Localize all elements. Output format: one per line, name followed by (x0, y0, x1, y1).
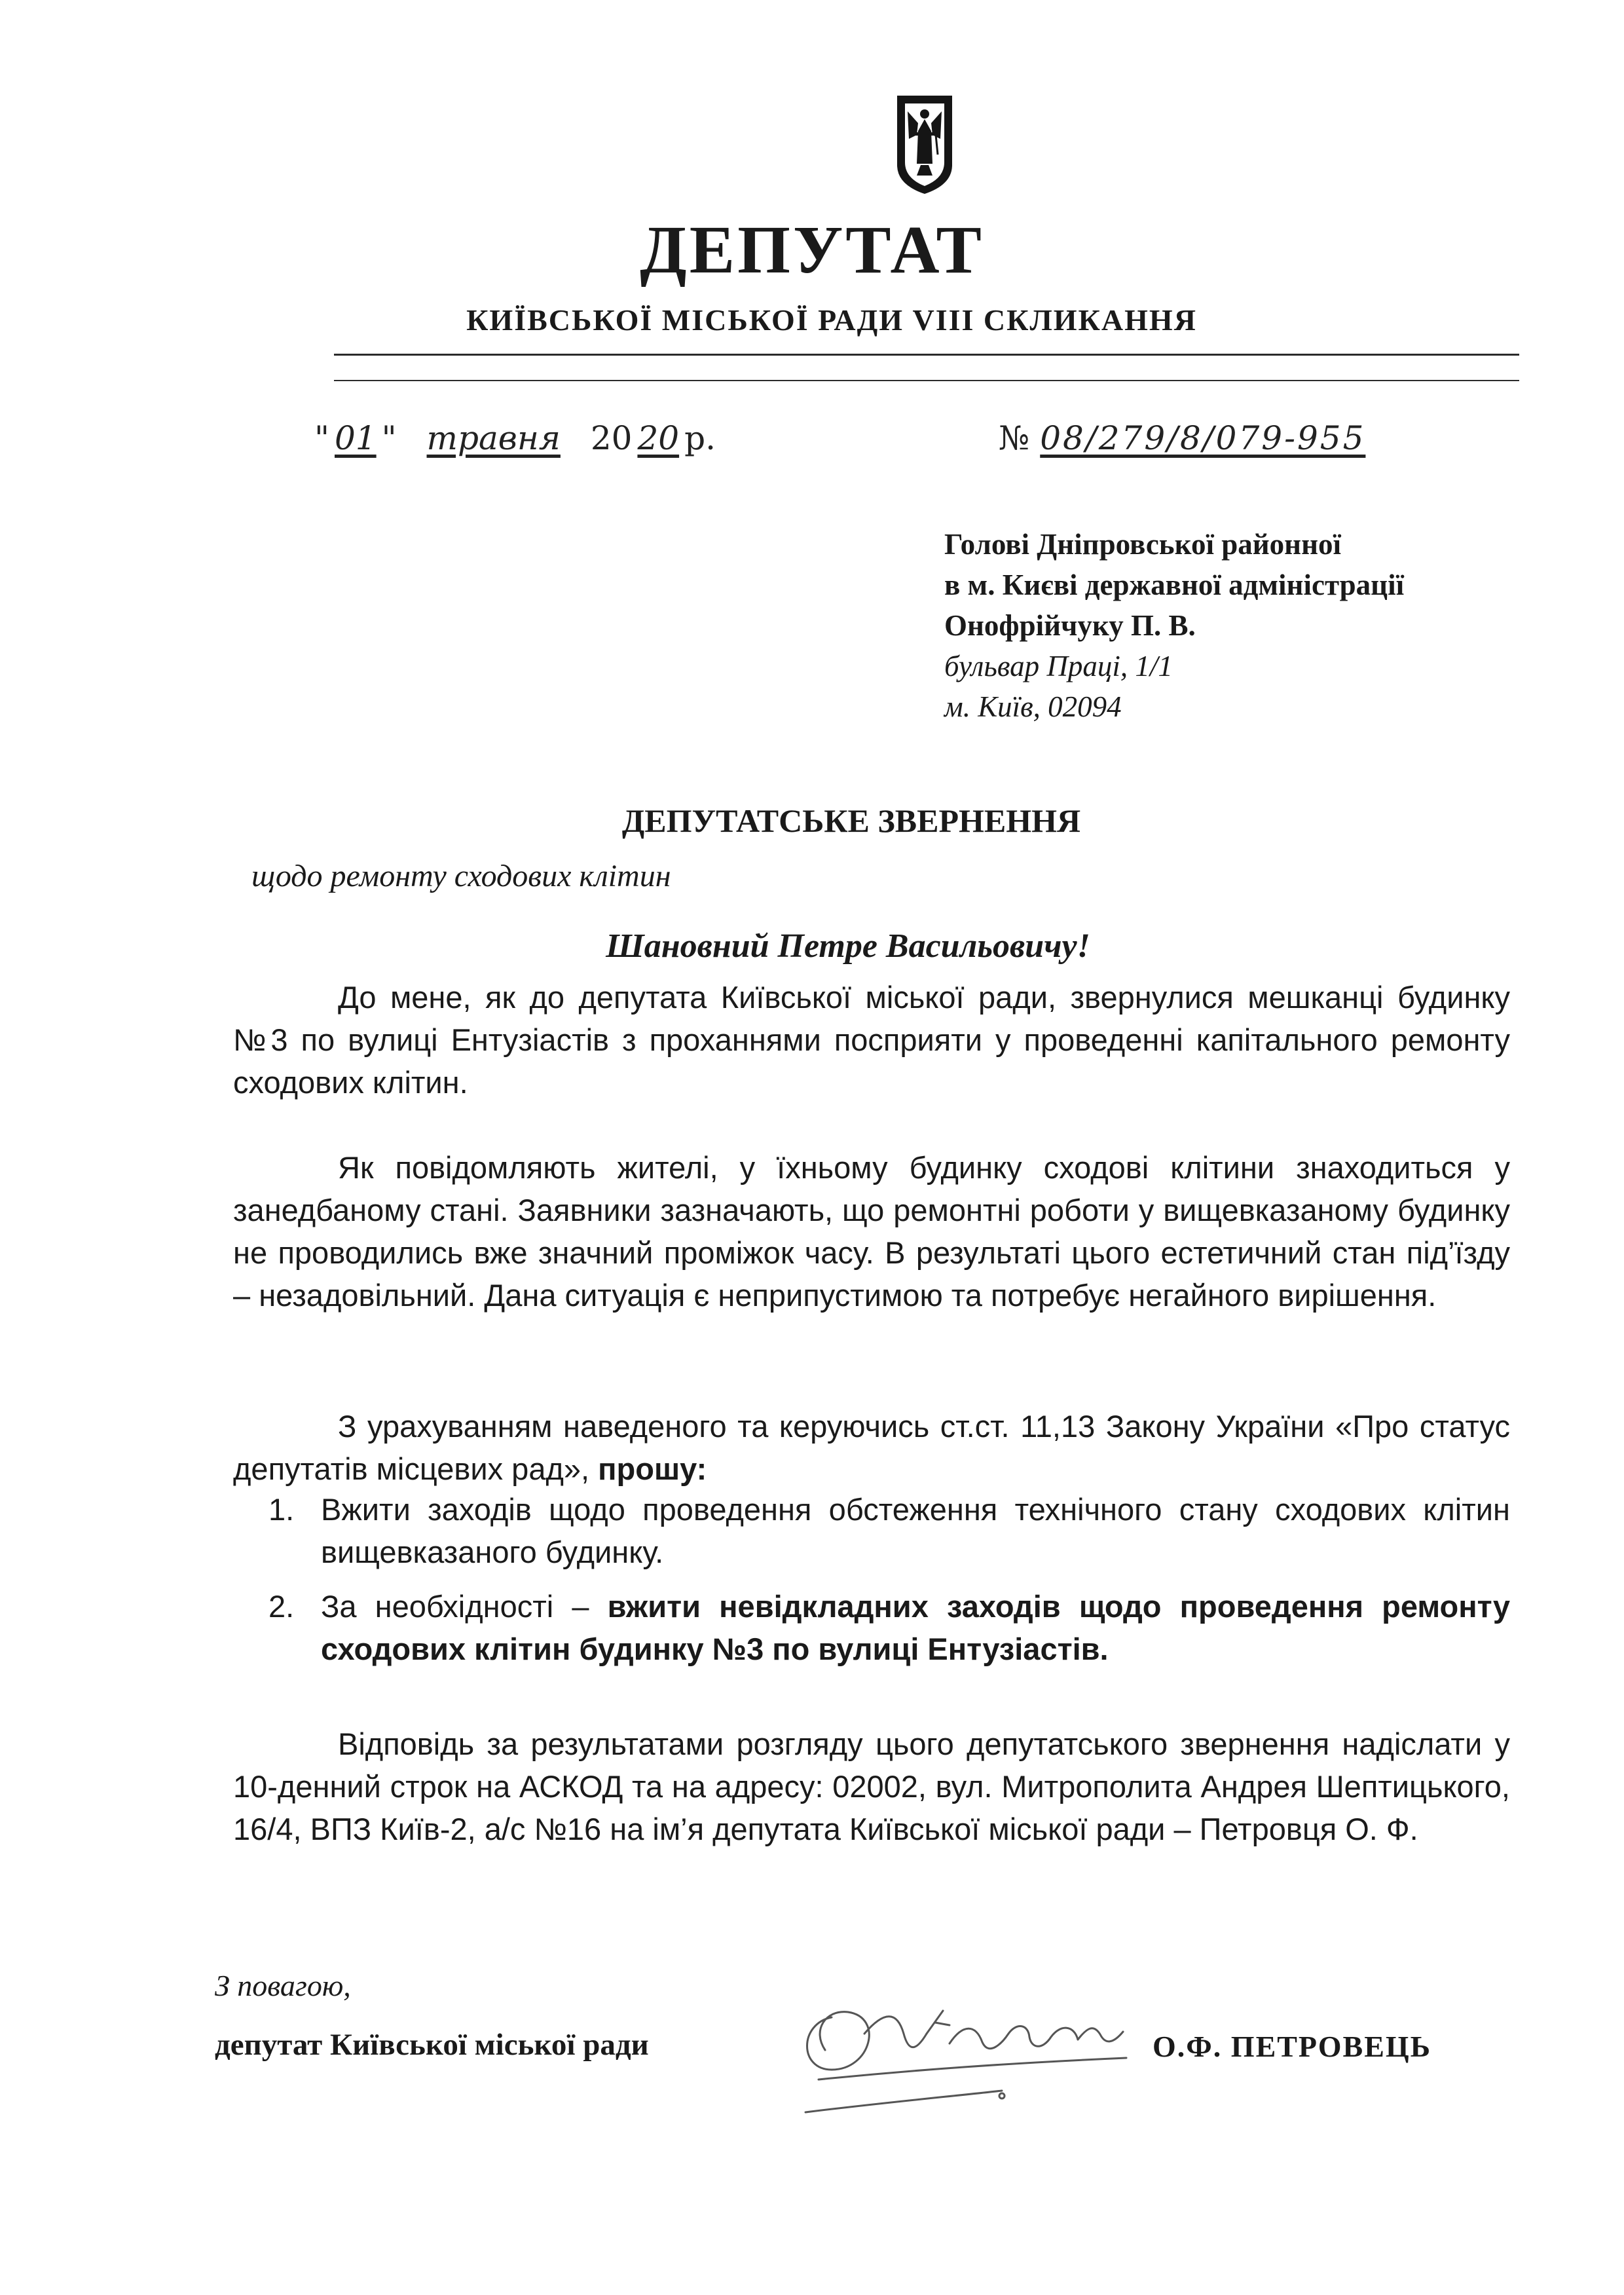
request-text-1: Вжити заходів щодо проведення обстеження технічного стану сходових клітин вищевказаного будинку. (321, 1492, 1510, 1569)
paragraph-1: До мене, як до депутата Київської міської ради, звернулися мешканці будинку №3 по вулиці Ентузіастів з проханнями посприяти у проведенні капітального ремонту сходових клітин. (233, 980, 1510, 1100)
date-close-quote: " (381, 419, 397, 457)
reg-number-value: 08/279/8/079-955 (1040, 419, 1366, 457)
request-text-2 (321, 1585, 1510, 1670)
kyiv-coat-of-arms-icon (892, 92, 957, 196)
request-number-2: 2. (268, 1589, 295, 1624)
date-open-quote: " (314, 419, 329, 457)
letterhead-subtitle: КИЇВСЬКОЇ МІСЬКОЇ РАДИ VIII СКЛИКАННЯ (466, 303, 1197, 337)
reg-number-label: № (999, 419, 1030, 457)
signer-role: депутат Київської міської ради (215, 2028, 649, 2062)
signer-name: О.Ф. ПЕТРОВЕЦЬ (1153, 2030, 1432, 2063)
paragraph-3-request: прошу: (598, 1451, 707, 1486)
paragraph-3 (233, 1405, 1510, 1490)
date-year-prefix: 20 (590, 419, 633, 457)
letterhead-title: ДЕПУТАТ (640, 212, 984, 288)
request-text-2-bold: вжити невідкладних заходів щодо проведення ремонту сходових клітин будинку №3 по вулиці Ентузіастів. (321, 1589, 1510, 1666)
date-year-mark: р. (684, 419, 716, 457)
date-day: 01 (335, 419, 377, 457)
addressee-line-3: Онофрійчуку П. В. (944, 609, 1196, 642)
addressee-line-2: в м. Києві державної адміністрації (944, 569, 1405, 601)
paragraph-2: Як повідомляють жителі, у їхньому будинку сходові клітини знаходиться у занедбаному стані. Заявники зазначають, що ремонтні роботи у вищевказаному будинку не проводились вже значний проміжок часу. В результаті цього естетичний стан під’їзду – незадовільний. Дана ситуація є неприпустимою та потребує негайного вирішення. (233, 1150, 1510, 1313)
document-heading: ДЕПУТАТСЬКЕ ЗВЕРНЕННЯ (621, 802, 1081, 839)
request-item-1 (268, 1488, 1510, 1573)
paragraph-3-text: З урахуванням наведеного та керуючись ст.ст. 11,13 Закону України «Про статус депутатів місцевих рад», (233, 1409, 1510, 1486)
letterhead-divider (334, 354, 1519, 356)
paragraph-4: Відповідь за результатами розгляду цього депутатського звернення надіслати у 10-денний строк на АСКОД та на адресу: 02002, вул. Митрополита Андрея Шептицького, 16/4, ВПЗ Київ-2, а/с №16 на ім’я депутата Київської міської ради – Петровця О. Ф. (233, 1726, 1510, 1846)
request-item-2 (268, 1585, 1510, 1670)
registration-number (999, 419, 1365, 457)
salutation: Шановний Петре Васильовичу! (606, 927, 1090, 965)
signature-graphic (786, 1971, 1192, 2129)
closing-regards: З повагою, (215, 1969, 351, 2002)
addressee-block (944, 524, 1404, 727)
date-month: травня (426, 419, 561, 457)
document-subject: щодо ремонту сходових клітин (251, 859, 671, 893)
addressee-address-2: м. Київ, 02094 (944, 690, 1122, 723)
request-number-1: 1. (268, 1492, 295, 1527)
date-year-suffix: 20 (637, 419, 680, 457)
date-line (314, 419, 716, 457)
addressee-line-1: Голові Дніпровської районної (944, 528, 1342, 561)
request-text-2-plain: За необхідності – (321, 1589, 608, 1624)
letterhead-divider-thin (334, 380, 1519, 381)
addressee-address-1: бульвар Праці, 1/1 (944, 650, 1173, 682)
